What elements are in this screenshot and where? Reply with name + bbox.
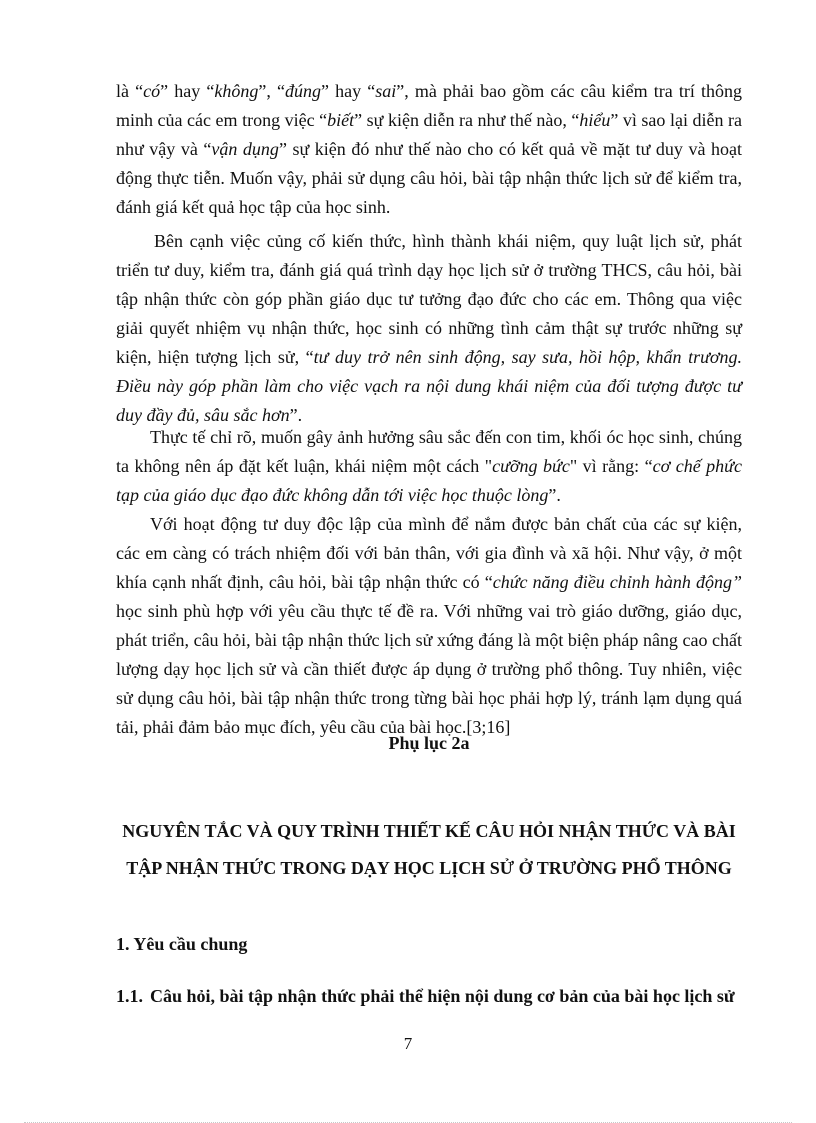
text-run: ”, “: [258, 81, 285, 101]
text-run: ” sự kiện đó như thế nào cho có kết quả về mặt tư duy và hoạt động thực tiễn. Muốn vậy, phải sử dụng câu hỏi, bài tập nhận thức lịch sử để kiểm tra, đánh giá kết quả học tập của học sinh.: [116, 139, 742, 217]
italic-text-run: cưỡng bức: [492, 456, 570, 476]
text-run: ” sự kiện diễn ra như thế nào, “: [354, 110, 580, 130]
paragraph-4: [116, 510, 742, 742]
text-run: Với hoạt động tư duy độc lập của mình để nắm được bản chất của các sự kiện, các em càng có trách nhiệm đối với bản thân, với gia đình và xã hội. Như vậy, ở một khía cạnh nhất định, câu hỏi, bài tập nhận thức có “: [116, 514, 742, 592]
text-run: " vì rằng: “: [569, 456, 653, 476]
text-run: ”.: [548, 485, 561, 505]
paragraph-3: [116, 423, 742, 510]
text-run: ” hay “: [160, 81, 215, 101]
page-number: 7: [403, 1034, 413, 1053]
text-run: ” hay “: [321, 81, 376, 101]
italic-text-run: cơ chế phức tạp của giáo dục đạo đức không dẫn tới việc học thuộc lòng: [116, 456, 742, 505]
section-1-1-text: Câu hỏi, bài tập nhận thức phải thể hiện nội dung cơ bản của bài học lịch sử: [150, 986, 735, 1006]
text-run: Bên cạnh việc củng cố kiến thức, hình thành khái niệm, quy luật lịch sử, phát triển tư duy, kiểm tra, đánh giá quá trình dạy học lịch sử ở trường THCS, câu hỏi, bài tập nhận thức còn góp phần giáo dục tư tưởng đạo đức cho các em. Thông qua việc giải quyết nhiệm vụ nhận thức, học sinh có những tình cảm thật sự trước những sự kiện, hiện tượng lịch sử, “: [116, 231, 742, 367]
italic-text-run: chức năng điều chỉnh hành động”: [492, 572, 742, 592]
italic-text-run: không: [214, 81, 259, 101]
text-run: là “: [116, 81, 144, 101]
main-title: NGUYÊN TẮC VÀ QUY TRÌNH THIẾT KẾ CÂU HỎI NHẬN THỨC VÀ BÀI TẬP NHẬN THỨC TRONG DẠY HỌC LỊCH SỬ Ở TRƯỜNG PHỔ THÔNG: [122, 821, 736, 878]
italic-text-run: có: [143, 81, 161, 101]
text-run: ” vì sao lại diễn ra như vậy và “: [116, 110, 742, 159]
text-run: ”, mà phải bao gồm các câu kiểm tra trí thông minh của các em trong việc “: [116, 81, 743, 130]
text-run: Thực tế chỉ rõ, muốn gây ảnh hưởng sâu sắc đến con tim, khối óc học sinh, chúng ta không nên áp đặt kết luận, khái niệm một cách ": [116, 427, 742, 476]
section-1-1-heading: [116, 982, 742, 1010]
italic-text-run: biết: [327, 110, 355, 130]
italic-text-run: hiểu: [579, 110, 611, 130]
appendix-label: Phụ lục 2a: [388, 733, 470, 753]
italic-text-run: tư duy trở nên sinh động, say sưa, hồi hộp, khẩn trương. Điều này góp phần làm cho việc vạch ra nội dung khái niệm của đối tượng được tư duy đầy đủ, sâu sắc hơn: [116, 347, 742, 425]
italic-text-run: vận dụng: [211, 139, 279, 159]
paragraph-2: [116, 227, 742, 430]
section-1-heading: 1. Yêu cầu chung: [116, 934, 248, 954]
paragraph-1: [116, 77, 742, 222]
text-run: học sinh phù hợp với yêu cầu thực tế đề ra. Với những vai trò giáo dưỡng, giáo dục, phát triển, câu hỏi, bài tập nhận thức lịch sử xứng đáng là một biện pháp nâng cao chất lượng dạy học lịch sử và cần thiết được áp dụng ở trường phổ thông. Tuy nhiên, việc sử dụng câu hỏi, bài tập nhận thức trong từng bài học phải hợp lý, tránh lạm dụng quá tải, phải đảm bảo mục đích, yêu cầu của bài học.[3;16]: [116, 601, 742, 737]
text-run: ”.: [289, 405, 303, 425]
italic-text-run: sai: [375, 81, 397, 101]
italic-text-run: đúng: [285, 81, 321, 101]
section-1-1-number: 1.1.: [116, 986, 143, 1006]
